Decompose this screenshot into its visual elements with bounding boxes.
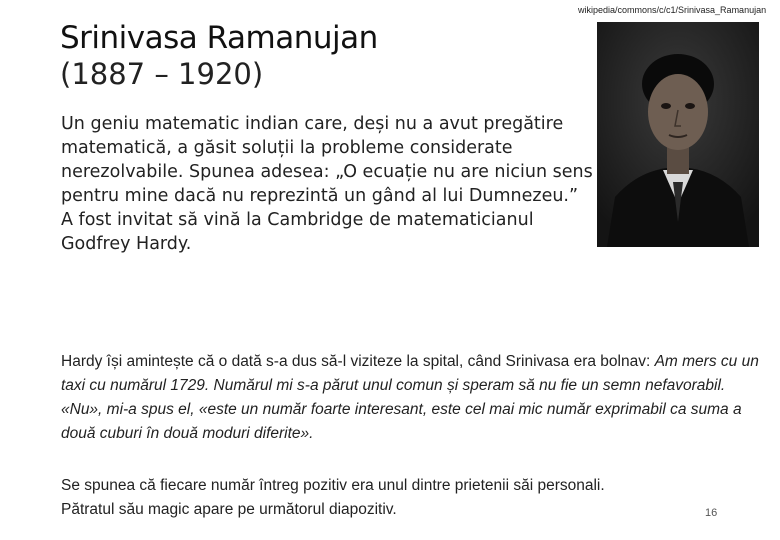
portrait-photo [597,22,759,247]
intro-paragraph-cambridge: A fost invitat să vină la Cambridge de matematicianul Godfrey Hardy. [61,210,534,254]
image-source-caption: wikipedia/commons/c/c1/Srinivasa_Ramanujan [578,5,767,15]
closing-line-magic-square: Pătratul său magic apare pe următorul diapozitiv. [61,501,397,518]
closing-line-friends: Se spunea că fiecare număr întreg pozitiv era unul dintre prietenii săi personali. [61,477,605,494]
anecdote-quote: Am mers cu un taxi cu numărul 1729. Numărul mi s-a părut unul comun și speram să nu fie un semn nefavorabil. «Nu», mi-a spus el, «este un număr foarte interesant, este cel mai mic număr exprimabil ca suma a două cuburi în două moduri diferite». [61,353,759,442]
hardy-anecdote [61,350,761,446]
title-years: (1887 – 1920) [60,57,264,91]
anecdote-lead: Hardy își amintește că o dată s-a dus să-l viziteze la spital, când Srinivasa era bolnav: [61,353,655,370]
intro-text [61,112,601,256]
slide-title [60,20,378,92]
closing-text [61,474,761,522]
page-number: 16 [705,507,718,519]
anecdote-paragraph [61,350,761,446]
title-name: Srinivasa Ramanujan [60,20,378,56]
intro-paragraph-bio: Un geniu matematic indian care, deși nu a avut pregătire matematică, a găsit soluții la probleme considerate nerezolvabile. Spunea adesea: „O ecuație nu are niciun sens pentru mine dacă nu reprezintă un gând al lui Dumnezeu.” [61,114,593,206]
